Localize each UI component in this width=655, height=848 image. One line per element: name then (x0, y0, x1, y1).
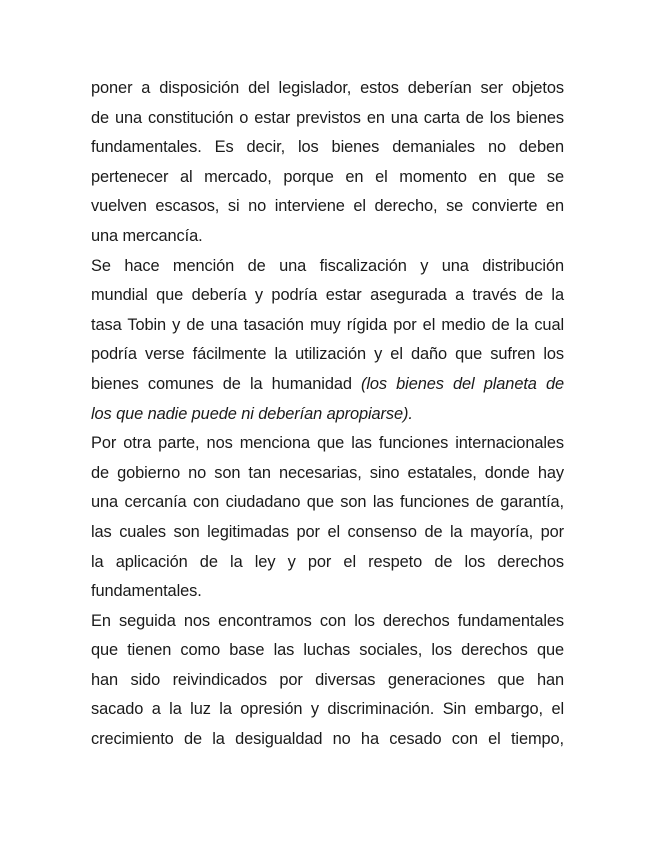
text-line (91, 607, 564, 637)
document-body-text (91, 74, 564, 755)
text-run: una cercanía con ciudadano que son las funciones de garantía, (91, 493, 564, 512)
text-run: podría verse fácilmente la utilización y el daño que sufren los (91, 345, 564, 364)
text-line (91, 104, 564, 134)
text-run: de una constitución o estar previstos en una carta de los bienes (91, 108, 564, 127)
text-line (91, 666, 564, 696)
text-line (91, 400, 564, 430)
text-run: una mercancía. (91, 226, 203, 245)
text-line (91, 429, 564, 459)
text-line (91, 281, 564, 311)
text-line (91, 725, 564, 755)
text-line (91, 459, 564, 489)
text-line (91, 577, 564, 607)
text-run: las cuales son legitimadas por el consenso de la mayoría, por (91, 522, 564, 541)
text-line (91, 695, 564, 725)
text-line (91, 222, 564, 252)
text-run: de gobierno no son tan necesarias, sino estatales, donde hay (91, 463, 564, 482)
text-run: Se hace mención de una fiscalización y una distribución (91, 256, 564, 275)
text-run: mundial que debería y podría estar asegurada a través de la (91, 286, 564, 305)
text-line (91, 163, 564, 193)
text-run: pertenecer al mercado, porque en el momento en que se (91, 167, 564, 186)
text-run: bienes comunes de la humanidad (91, 374, 362, 393)
text-run: Por otra parte, nos menciona que las funciones internacionales (91, 434, 564, 453)
text-line (91, 636, 564, 666)
text-run: la aplicación de la ley y por el respeto de los derechos (91, 552, 564, 571)
text-line (91, 340, 564, 370)
text-line (91, 252, 564, 282)
text-line (91, 192, 564, 222)
text-run: han sido reivindicados por diversas generaciones que han (91, 670, 564, 689)
text-line (91, 488, 564, 518)
text-run: fundamentales. Es decir, los bienes demaniales no deben (91, 138, 564, 157)
text-run: que tienen como base las luchas sociales, los derechos que (91, 641, 564, 660)
italic-text-run: los que nadie puede ni deberían apropiarse). (91, 404, 413, 423)
text-run: sacado a la luz la opresión y discriminación. Sin embargo, el (91, 700, 564, 719)
text-line (91, 518, 564, 548)
text-line (91, 133, 564, 163)
text-run: En seguida nos encontramos con los derechos fundamentales (91, 611, 564, 630)
text-run: crecimiento de la desigualdad no ha cesado con el tiempo, (91, 730, 564, 749)
text-line (91, 311, 564, 341)
text-run: vuelven escasos, si no interviene el derecho, se convierte en (91, 197, 564, 216)
text-line (91, 548, 564, 578)
text-line (91, 74, 564, 104)
text-run: poner a disposición del legislador, estos deberían ser objetos (91, 79, 564, 97)
italic-text-run: (los bienes del planeta de (361, 374, 564, 393)
text-run: fundamentales. (91, 582, 202, 601)
text-run: tasa Tobin y de una tasación muy rígida por el medio de la cual (91, 315, 564, 334)
text-line (91, 370, 564, 400)
